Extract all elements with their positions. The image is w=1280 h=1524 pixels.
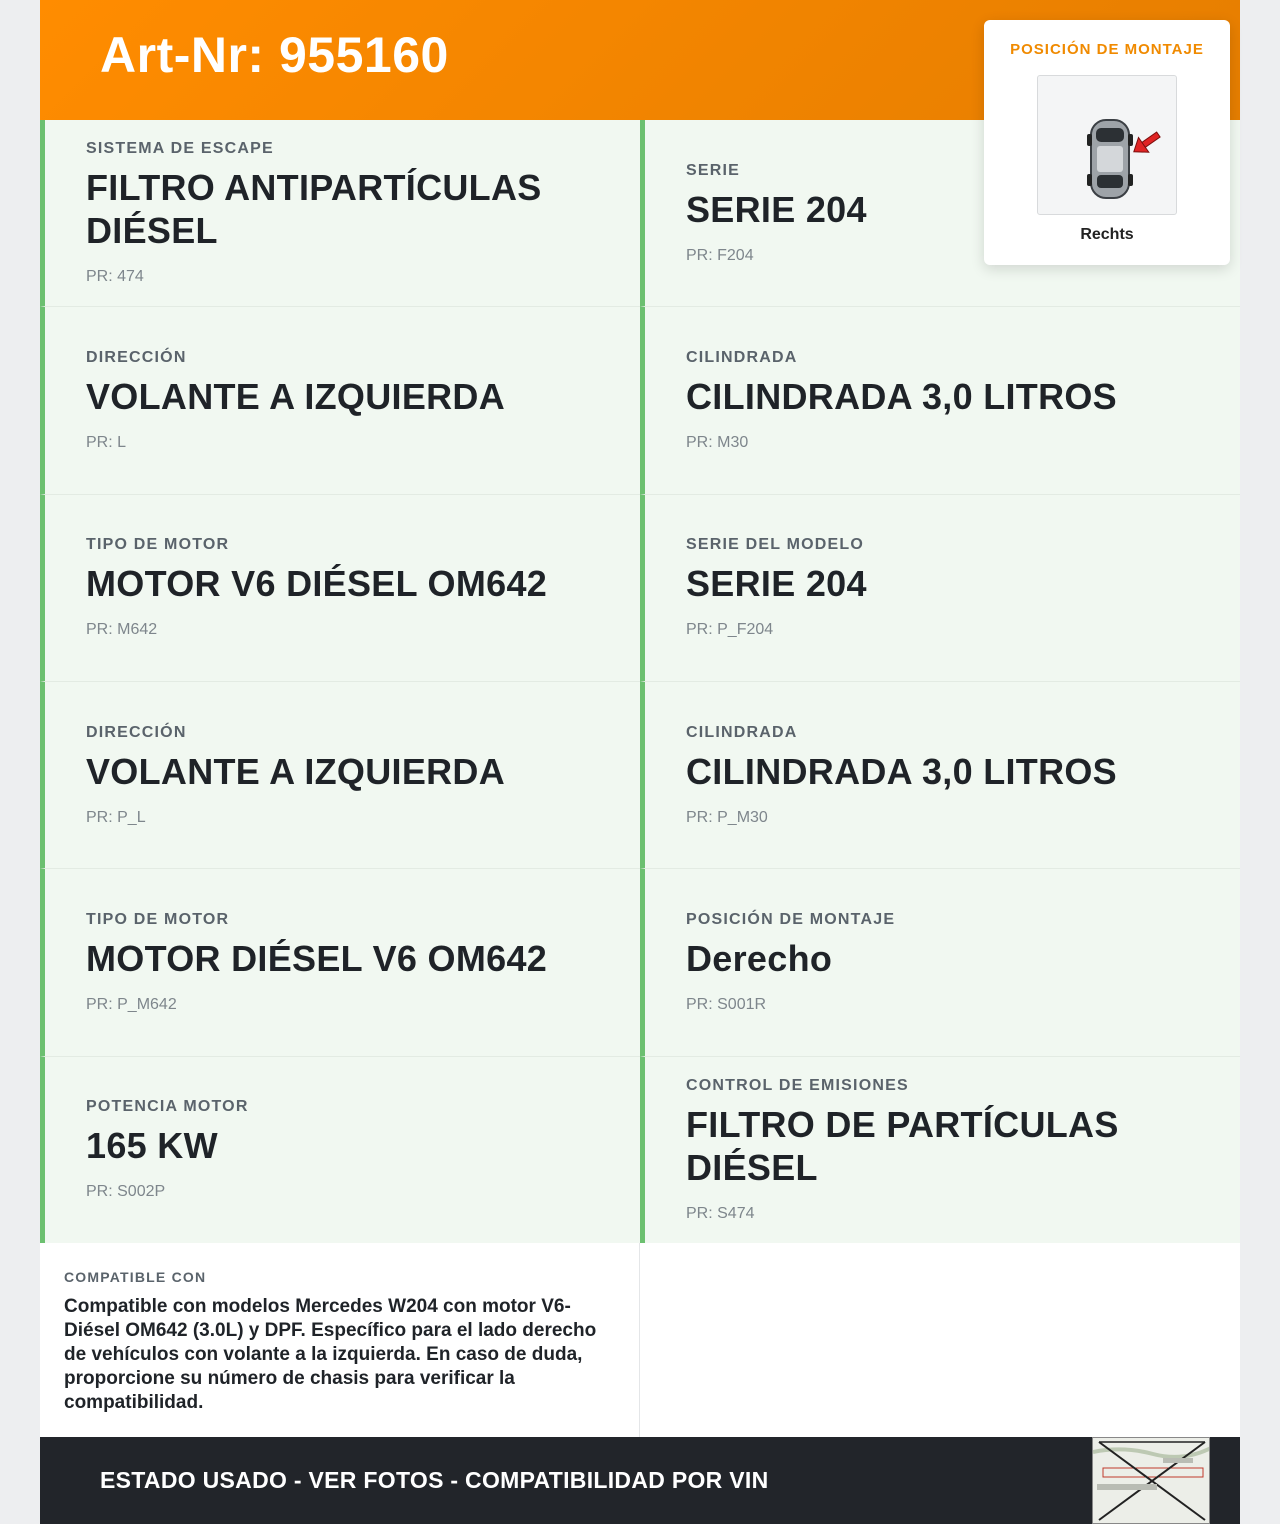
article-number-title: Art-Nr: 955160: [100, 27, 449, 83]
spec-cell: [40, 1057, 640, 1243]
spec-value: CILINDRADA 3,0 LITROS: [686, 375, 1117, 417]
mounting-position-caption: Rechts: [1080, 226, 1134, 243]
spec-value: CILINDRADA 3,0 LITROS: [686, 750, 1117, 792]
spec-pr-code: PR: P_M642: [86, 995, 177, 1013]
spec-cell: [40, 682, 640, 869]
mounting-position-card: [984, 20, 1230, 265]
spec-cell: [40, 495, 640, 682]
spec-value: VOLANTE A IZQUIERDA: [86, 375, 506, 417]
spec-label: CONTROL DE EMISIONES: [686, 1076, 909, 1094]
spec-value: FILTRO DE PARTÍCULAS DIÉSEL: [686, 1103, 1119, 1188]
spec-cell: [640, 869, 1240, 1056]
footer-text: ESTADO USADO - VER FOTOS - COMPATIBILIDAD POR VIN: [100, 1467, 769, 1493]
spec-label: SERIE DEL MODELO: [686, 536, 865, 554]
spec-label: CILINDRADA: [686, 723, 798, 741]
spec-pr-code: PR: S001R: [686, 995, 767, 1013]
spec-column-right: [640, 120, 1240, 1243]
spec-cell: [40, 307, 640, 494]
spec-value: VOLANTE A IZQUIERDA: [86, 750, 506, 792]
spec-label: POTENCIA MOTOR: [86, 1098, 249, 1116]
spec-value: SERIE 204: [686, 188, 867, 230]
product-sheet: [40, 0, 1240, 1524]
spec-pr-code: PR: 474: [86, 268, 144, 286]
spec-pr-code: PR: M642: [86, 621, 158, 639]
compatibility-section: [40, 1243, 640, 1437]
spec-cell: [40, 120, 640, 307]
mounting-position-title: POSICIÓN DE MONTAJE: [1010, 41, 1204, 58]
spec-cell: [40, 869, 640, 1056]
spec-label: SISTEMA DE ESCAPE: [86, 140, 274, 158]
spec-cell: [640, 495, 1240, 682]
spec-label: SERIE: [686, 161, 741, 179]
spec-pr-code: PR: P_F204: [686, 621, 774, 639]
spec-grid: [40, 120, 1240, 1243]
spec-value: FILTRO ANTIPARTÍCULAS DIÉSEL: [86, 167, 542, 252]
spec-value: SERIE 204: [686, 563, 867, 605]
compatibility-text: Compatible con modelos Mercedes W204 con motor V6-Diésel OM642 (3.0L) y DPF. Específico para el lado derecho de vehículos con volante a la izquierda. En caso de duda, proporcione su número de chasis para verificar la compatibilidad.: [64, 1296, 597, 1413]
spec-pr-code: PR: F204: [686, 246, 754, 264]
spec-label: DIRECCIÓN: [86, 723, 187, 741]
compatibility-label: COMPATIBLE CON: [64, 1269, 207, 1285]
spec-label: CILINDRADA: [686, 348, 798, 366]
spec-pr-code: PR: S474: [686, 1204, 755, 1222]
spec-cell: [640, 307, 1240, 494]
spec-value: 165 KW: [86, 1125, 218, 1167]
footer-bar: [40, 1437, 1240, 1524]
car-top-view-icon: [1037, 75, 1177, 215]
spec-pr-code: PR: S002P: [86, 1183, 166, 1201]
spec-value: MOTOR V6 DIÉSEL OM642: [86, 563, 548, 605]
spec-pr-code: PR: M30: [686, 433, 749, 451]
spec-value: Derecho: [686, 937, 833, 979]
spec-label: DIRECCIÓN: [86, 348, 187, 366]
spec-pr-code: PR: P_M30: [686, 808, 768, 826]
spec-pr-code: PR: P_L: [86, 808, 146, 826]
spec-pr-code: PR: L: [86, 433, 127, 451]
spec-cell: [640, 1057, 1240, 1243]
label-photo-thumbnail-icon[interactable]: [1092, 1437, 1210, 1524]
spec-label: TIPO DE MOTOR: [86, 536, 230, 554]
spec-label: POSICIÓN DE MONTAJE: [686, 910, 896, 928]
spec-value: MOTOR DIÉSEL V6 OM642: [86, 937, 548, 979]
spec-label: TIPO DE MOTOR: [86, 910, 230, 928]
spec-column-left: [40, 120, 640, 1243]
spec-cell: [640, 682, 1240, 869]
